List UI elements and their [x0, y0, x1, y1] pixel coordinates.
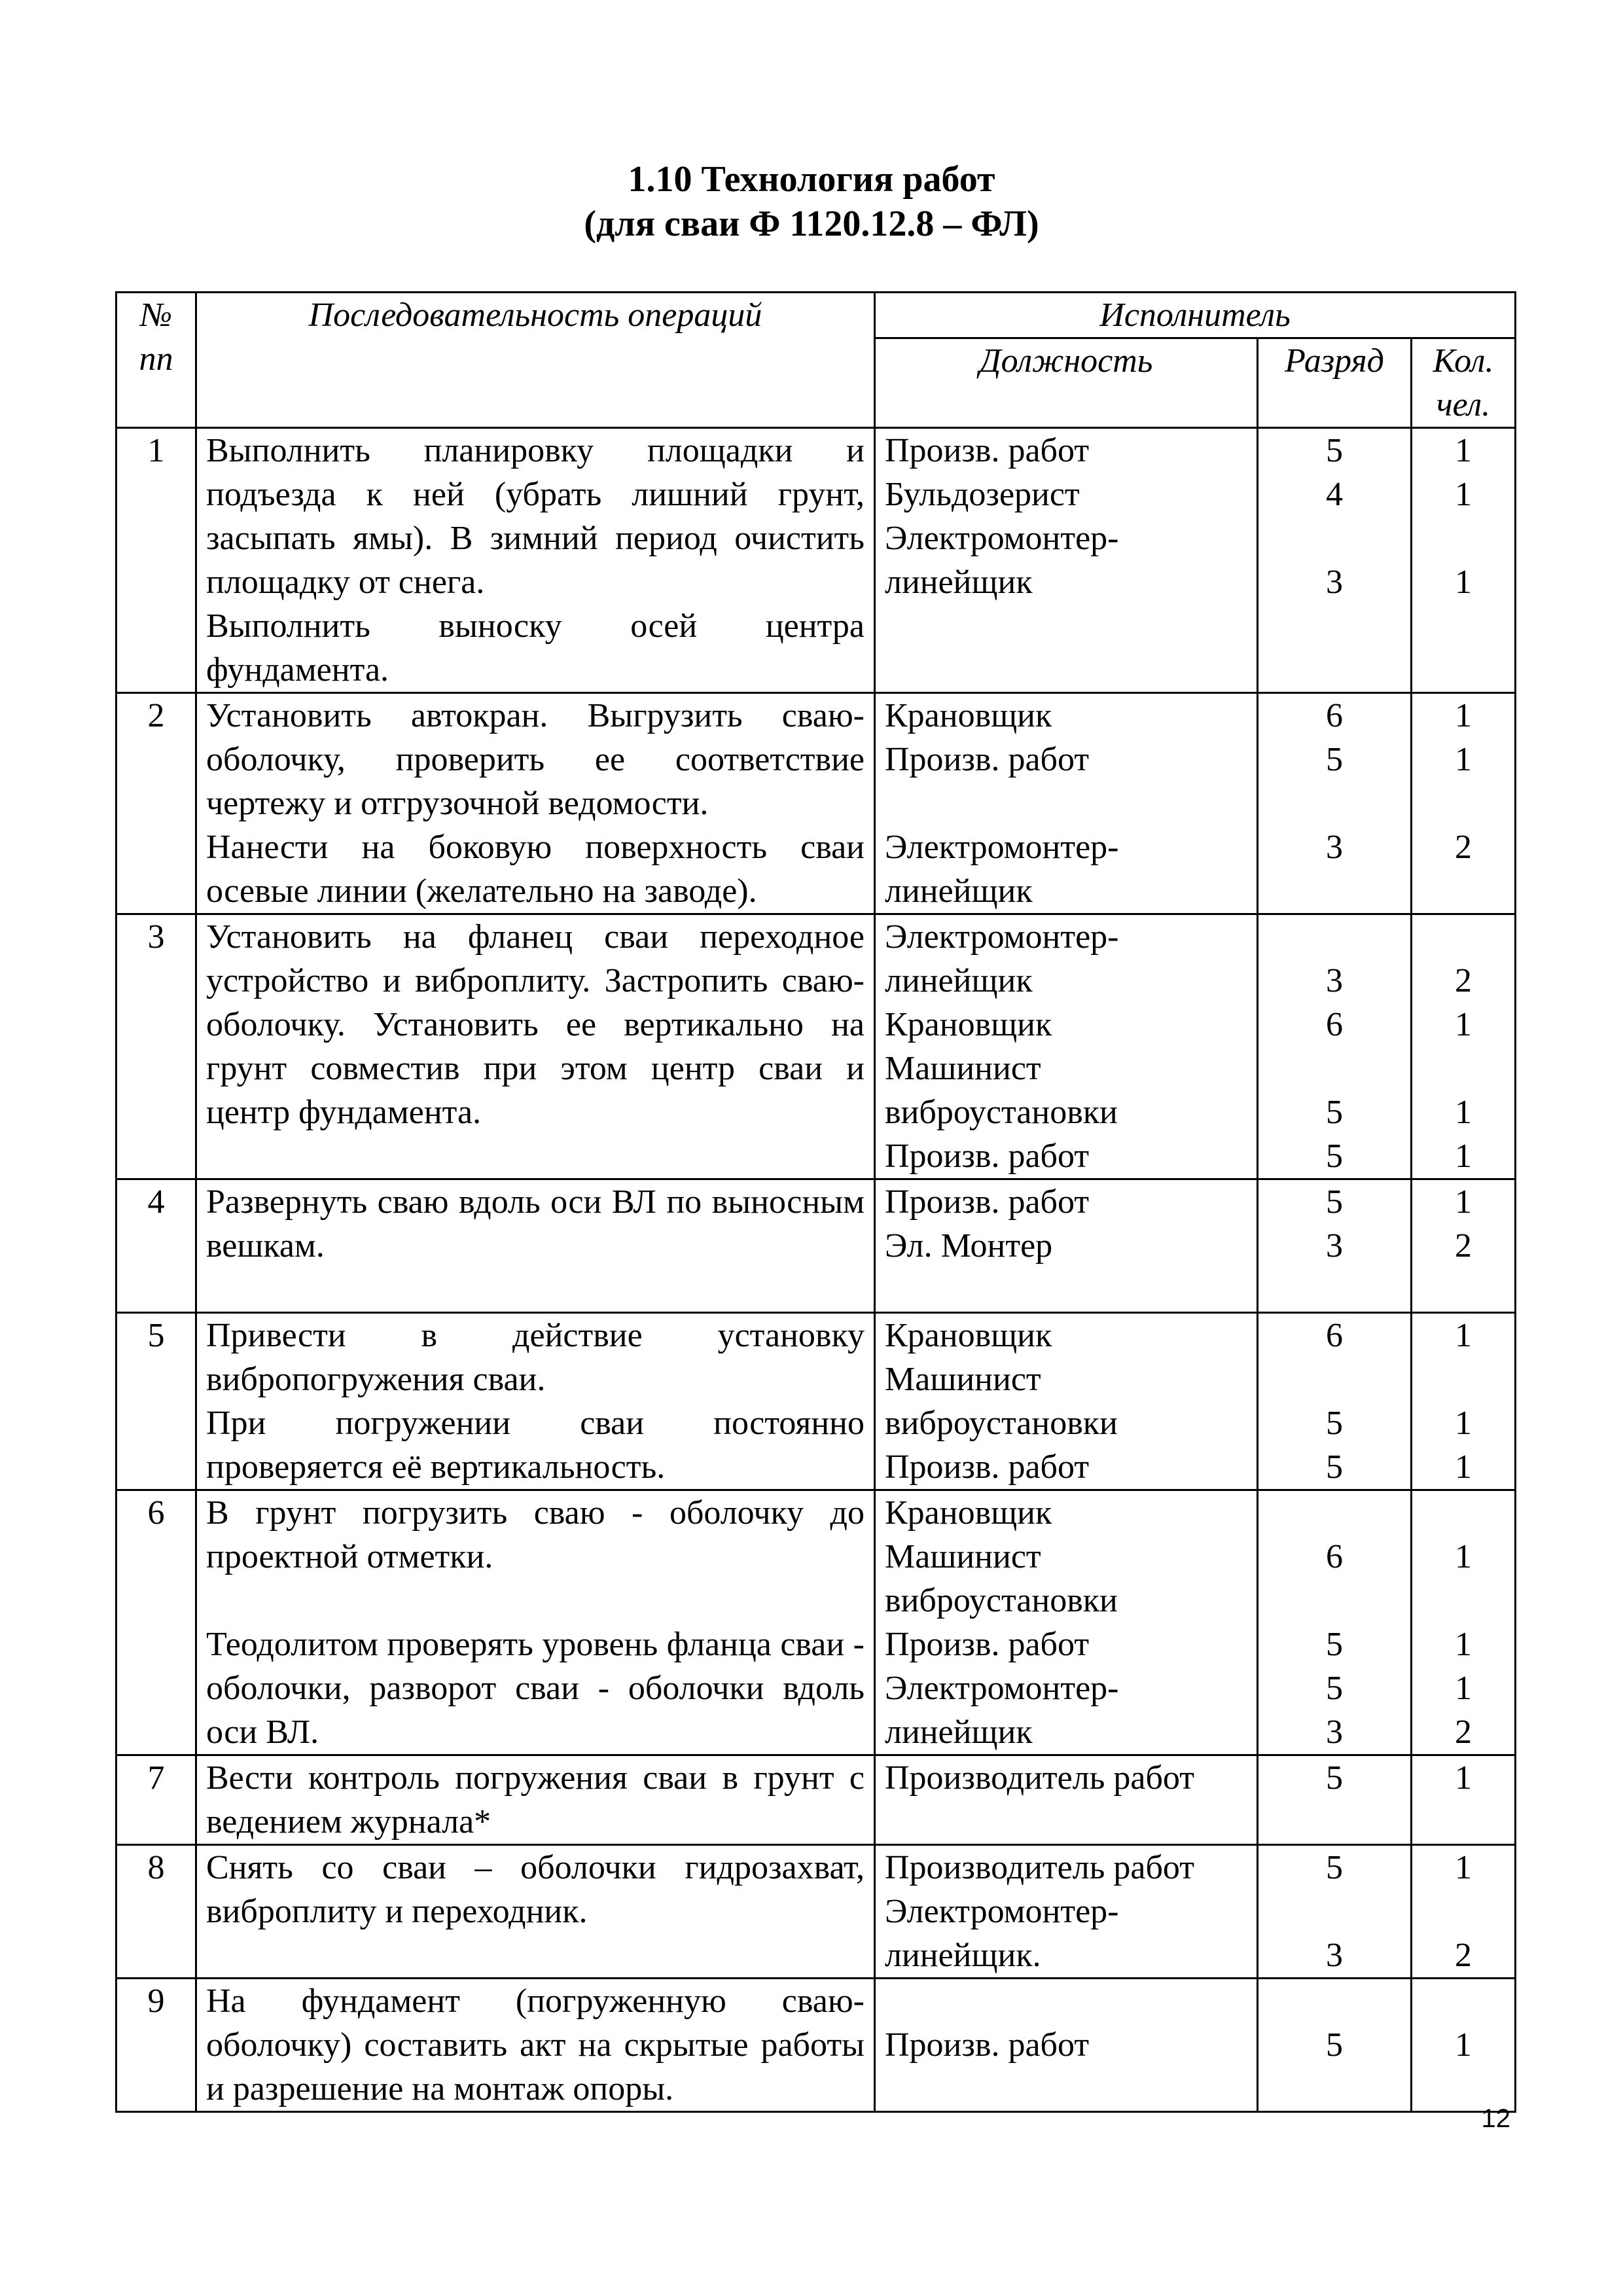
executor-position-cell [875, 1313, 1258, 1490]
executor-rank-cell [1258, 428, 1412, 693]
table-row [116, 914, 1516, 1179]
executor-position-cell [875, 428, 1258, 693]
executor-count-cell [1412, 1179, 1516, 1313]
executor-count: 2 [1455, 1227, 1472, 1265]
row-number: 2 [116, 693, 196, 914]
executor-rank [1268, 869, 1401, 913]
executor-count: 1 [1455, 432, 1472, 469]
title-line-1: 1.10 Технология работ [628, 159, 995, 200]
executor-rank [1268, 1047, 1401, 1090]
row-number: 6 [116, 1490, 196, 1755]
header-count: Кол. чел. [1412, 338, 1516, 428]
executor-rank: 3 [1326, 564, 1343, 601]
operation-description [196, 693, 875, 914]
executor-count-cell [1412, 693, 1516, 914]
executor-rank [1268, 1579, 1401, 1623]
operation-paragraph: Развернуть сваю вдоль оси ВЛ по выносным вешкам. [206, 1183, 865, 1265]
operation-paragraph: Выполнить планировку площадки и подъезда к ней (убрать лишний грунт, засыпать ямы). В зимний период очистить площадку от снега. [206, 432, 865, 601]
executor-count: 1 [1455, 1759, 1472, 1797]
executor-position: Произв. работ [885, 2026, 1090, 2064]
executor-rank: 5 [1326, 1626, 1343, 1663]
executor-position: Крановщик [885, 1006, 1052, 1043]
executor-rank [1268, 781, 1401, 825]
row-number: 4 [116, 1179, 196, 1313]
executor-position: Машинист [885, 1361, 1041, 1398]
executor-position-cell [875, 1979, 1258, 2112]
executor-rank: 3 [1326, 829, 1343, 866]
executor-position [885, 2067, 1247, 2111]
executor-rank [1268, 516, 1401, 560]
header-position: Должность [875, 338, 1258, 428]
executor-count [1421, 516, 1505, 560]
executor-count: 1 [1455, 741, 1472, 778]
executor-position: Электромонтер- [885, 918, 1119, 956]
executor-count: 2 [1455, 829, 1472, 866]
executor-count: 1 [1455, 1405, 1472, 1442]
operation-description [196, 1179, 875, 1313]
table-row [116, 1179, 1516, 1313]
executor-rank: 5 [1326, 1094, 1343, 1131]
header-num: № пп [116, 293, 196, 428]
executor-rank-cell [1258, 1179, 1412, 1313]
executor-rank [1268, 915, 1401, 959]
operation-description [196, 1490, 875, 1755]
executor-rank: 5 [1326, 741, 1343, 778]
executor-position [885, 648, 1247, 692]
operation-paragraph: Вести контроль погружения сваи в грунт с ведением журнала* [206, 1759, 865, 1840]
executor-count [1421, 1357, 1505, 1401]
executor-rank [1268, 1357, 1401, 1401]
operation-description [196, 1845, 875, 1979]
executor-count: 1 [1455, 697, 1472, 734]
page-number: 12 [1481, 2104, 1510, 2133]
operation-description [196, 914, 875, 1179]
executor-position: Электромонтер- [885, 1893, 1119, 1930]
executor-count [1421, 1579, 1505, 1623]
table-row [116, 428, 1516, 693]
executor-position: линейщик [885, 1713, 1033, 1751]
executor-rank-cell [1258, 1490, 1412, 1755]
executor-position: виброустановки [885, 1094, 1118, 1131]
row-number: 9 [116, 1979, 196, 2112]
executor-position: Электромонтер- [885, 1670, 1119, 1707]
executor-position: линейщик. [885, 1937, 1041, 1974]
header-sequence: Последовательность операций [196, 293, 875, 428]
operation-paragraph: Выполнить выноску осей центра фундамента. [206, 607, 865, 689]
executor-rank: 4 [1326, 476, 1343, 513]
executor-position: Произв. работ [885, 1448, 1090, 1486]
executor-position [885, 781, 1247, 825]
operation-paragraph: На фундамент (погруженную сваю-оболочку) составить акт на скрытые работы и разрешение на монтаж опоры. [206, 1982, 865, 2108]
executor-rank-cell [1258, 693, 1412, 914]
operation-paragraph: Установить на фланец сваи переходное устройство и виброплиту. Застропить сваю-оболочку. Установить ее вертикально на грунт совместив при этом центр сваи и центр фундамента. [206, 918, 865, 1131]
operations-body [116, 428, 1516, 2112]
executor-count: 1 [1455, 476, 1472, 513]
executor-rank: 5 [1326, 1759, 1343, 1797]
executor-position-cell [875, 1179, 1258, 1313]
executor-count [1421, 1268, 1505, 1312]
header-row-1 [116, 293, 1516, 338]
executor-position: Бульдозерист [885, 476, 1080, 513]
executor-count: 1 [1455, 1006, 1472, 1043]
executor-rank: 5 [1326, 1448, 1343, 1486]
executor-position: Крановщик [885, 1494, 1052, 1532]
executor-position: Произв. работ [885, 1183, 1090, 1221]
table-row [116, 1755, 1516, 1845]
executor-count-cell [1412, 914, 1516, 1179]
operations-table [115, 291, 1516, 2113]
operation-description [196, 1979, 875, 2112]
executor-rank: 5 [1326, 1405, 1343, 1442]
executor-count: 1 [1455, 564, 1472, 601]
executor-position: виброустановки [885, 1405, 1118, 1442]
executor-rank: 5 [1326, 2026, 1343, 2064]
executor-rank [1268, 1800, 1401, 1844]
executor-count: 2 [1455, 1713, 1472, 1751]
executor-count-cell [1412, 1490, 1516, 1755]
executor-count-cell [1412, 1755, 1516, 1845]
executor-rank [1268, 604, 1401, 648]
executor-rank: 6 [1326, 1538, 1343, 1575]
executor-position: линейщик [885, 962, 1033, 999]
row-number: 5 [116, 1313, 196, 1490]
operation-paragraph: Привести в действие установку вибропогружения сваи. [206, 1317, 865, 1398]
executor-count [1421, 915, 1505, 959]
executor-position: Крановщик [885, 697, 1052, 734]
executor-position-cell [875, 1490, 1258, 1755]
executor-count: 1 [1455, 1448, 1472, 1486]
executor-count-cell [1412, 1313, 1516, 1490]
title-line-2: (для сваи Ф 1120.12.8 – ФЛ) [584, 204, 1039, 244]
executor-count: 1 [1455, 1094, 1472, 1131]
row-number: 8 [116, 1845, 196, 1979]
executor-position-cell [875, 693, 1258, 914]
executor-position: Крановщик [885, 1317, 1052, 1354]
executor-rank: 6 [1326, 1317, 1343, 1354]
executor-rank: 3 [1326, 1937, 1343, 1974]
executor-count [1421, 781, 1505, 825]
executor-count: 1 [1455, 1849, 1472, 1886]
operation-paragraph: Нанести на боковую поверхность сваи осевые линии (желательно на заводе). [206, 829, 865, 910]
row-number: 7 [116, 1755, 196, 1845]
executor-position: Произв. работ [885, 432, 1090, 469]
operation-paragraph: Установить автокран. Выгрузить сваю-оболочку, проверить ее соответствие чертежу и отгрузочной ведомости. [206, 697, 865, 822]
executor-count [1421, 869, 1505, 913]
executor-count: 2 [1455, 1937, 1472, 1974]
executor-rank-cell [1258, 914, 1412, 1179]
header-rank: Разряд [1258, 338, 1412, 428]
row-number: 1 [116, 428, 196, 693]
executor-rank: 5 [1326, 1849, 1343, 1886]
executor-count: 1 [1455, 1538, 1472, 1575]
operation-description [196, 1755, 875, 1845]
table-row [116, 1979, 1516, 2112]
page-title [0, 157, 1623, 246]
executor-count: 2 [1455, 962, 1472, 999]
table-row [116, 1490, 1516, 1755]
operation-paragraph: При погружении сваи постоянно проверяется её вертикальность. [206, 1405, 865, 1486]
executor-rank [1268, 1268, 1401, 1312]
executor-rank [1268, 1491, 1401, 1535]
executor-count: 1 [1455, 1138, 1472, 1175]
executor-rank: 5 [1326, 432, 1343, 469]
executor-rank [1268, 1890, 1401, 1933]
executor-rank [1268, 648, 1401, 692]
executor-count [1421, 648, 1505, 692]
executor-position-cell [875, 914, 1258, 1179]
operation-paragraph [206, 1579, 865, 1623]
executor-position: Производитель работ [885, 1759, 1194, 1797]
executor-rank: 3 [1326, 1227, 1343, 1265]
executor-count: 1 [1455, 1183, 1472, 1221]
executor-rank-cell [1258, 1313, 1412, 1490]
executor-position: линейщик [885, 872, 1033, 910]
executor-count: 1 [1455, 1626, 1472, 1663]
table-row [116, 1313, 1516, 1490]
executor-position: Производитель работ [885, 1849, 1194, 1886]
executor-position-cell [875, 1755, 1258, 1845]
executor-count: 1 [1455, 2026, 1472, 2064]
executor-rank: 6 [1326, 1006, 1343, 1043]
executor-count [1421, 1979, 1505, 2023]
executor-position: виброустановки [885, 1582, 1118, 1619]
executor-count [1421, 1800, 1505, 1844]
executor-position: Машинист [885, 1538, 1041, 1575]
executor-count [1421, 604, 1505, 648]
executor-count-cell [1412, 1979, 1516, 2112]
executor-count-cell [1412, 1845, 1516, 1979]
header-executor: Исполнитель [875, 293, 1516, 338]
executor-rank: 5 [1326, 1670, 1343, 1707]
executor-rank: 5 [1326, 1138, 1343, 1175]
table-row [116, 1845, 1516, 1979]
row-number: 3 [116, 914, 196, 1179]
executor-position: Электромонтер- [885, 829, 1119, 866]
executor-count [1421, 1047, 1505, 1090]
executor-count [1421, 1890, 1505, 1933]
executor-position: Электромонтер- [885, 520, 1119, 557]
operation-paragraph: Снять со сваи – оболочки гидрозахват, виброплиту и переходник. [206, 1849, 865, 1930]
executor-count: 1 [1455, 1317, 1472, 1354]
executor-count-cell [1412, 428, 1516, 693]
executor-position: Эл. Монтер [885, 1227, 1053, 1265]
executor-position: линейщик [885, 564, 1033, 601]
executor-position: Произв. работ [885, 1626, 1090, 1663]
executor-position [885, 1800, 1247, 1844]
executor-position [885, 604, 1247, 648]
operation-paragraph: В грунт погрузить сваю - оболочку до проектной отметки. [206, 1494, 865, 1575]
executor-rank: 3 [1326, 962, 1343, 999]
executor-position-cell [875, 1845, 1258, 1979]
executor-rank: 5 [1326, 1183, 1343, 1221]
executor-position: Произв. работ [885, 741, 1090, 778]
executor-rank: 3 [1326, 1713, 1343, 1751]
executor-position: Произв. работ [885, 1138, 1090, 1175]
executor-count [1421, 1491, 1505, 1535]
executor-rank-cell [1258, 1845, 1412, 1979]
operation-description [196, 428, 875, 693]
table-row [116, 693, 1516, 914]
executor-position [885, 1979, 1247, 2023]
operation-paragraph: Теодолитом проверять уровень фланца сваи - оболочки, разворот сваи - оболочки вдоль оси ВЛ. [206, 1626, 865, 1751]
executor-count: 1 [1455, 1670, 1472, 1707]
operation-description [196, 1313, 875, 1490]
executor-rank [1268, 2067, 1401, 2111]
executor-rank-cell [1258, 1755, 1412, 1845]
executor-position [885, 1268, 1247, 1312]
executor-position: Машинист [885, 1050, 1041, 1087]
executor-rank: 6 [1326, 697, 1343, 734]
executor-rank [1268, 1979, 1401, 2023]
executor-rank-cell [1258, 1979, 1412, 2112]
